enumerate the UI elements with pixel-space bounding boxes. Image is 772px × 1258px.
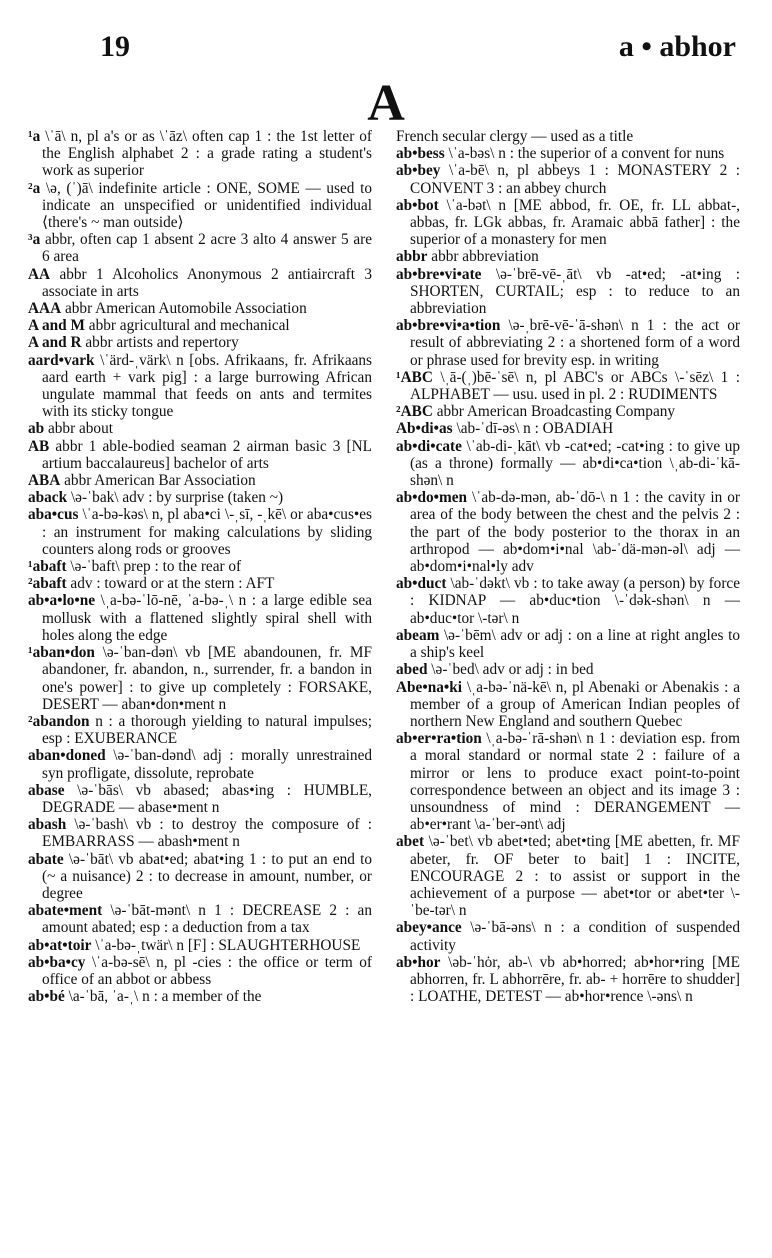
entry-definition: \ˈab-di-ˌkāt\ vb -cat•ed; -cat•ing : to give up (as a throne) formally — ab•di•ca•tion \ˌab-di-ˈkā-shən\ n (410, 437, 741, 490)
entry-headword: ab•er•ra•tion (396, 730, 482, 748)
dictionary-entry (396, 954, 740, 1006)
dictionary-entry (28, 592, 372, 644)
entry-definition: \ab-ˈdəkt\ vb : to take away (a person) by force : KIDNAP — ab•duc•tion \-ˈdək-shən\ n — ab•duc•tor \-tər\ n (410, 575, 740, 627)
dictionary-entry (28, 713, 372, 747)
dictionary-entry (396, 420, 740, 437)
entry-headword: Ab•di•as (396, 420, 453, 438)
entry-definition: \ə-ˈbed\ adv or adj : in bed (431, 661, 594, 679)
entry-definition: \ˈab-də-mən, ab-ˈdō-\ n 1 : the cavity in or area of the body between the chest and the pelvis 2 : the part of the body posterior to the thorax in an arthropod — ab•dom•i•nal \ab-ˈdä-mən-əl\ adj — ab•dom•i•nal•ly adv (410, 489, 740, 576)
entry-definition: \ˈa-bət\ n [ME abbod, fr. OE, fr. LL abbat-, abbas, fr. LGk abbas, fr. Aramaic abbā father] : the superior of a monastery for men (410, 196, 740, 249)
dictionary-entry (28, 266, 372, 300)
right-column (396, 128, 740, 1005)
entry-headword: ³a (28, 231, 41, 249)
entry-definition: \ˌa-bə-ˈnä-kē\ n, pl Abenaki or Abenakis : a member of a group of American Indian peoples of northern New England and southern Quebec (410, 678, 741, 730)
dictionary-entry (28, 558, 372, 575)
entry-headword: ab•do•men (396, 489, 468, 507)
dictionary-entry (396, 575, 740, 627)
left-column (28, 128, 372, 1005)
entry-headword: abey•ance (396, 919, 462, 937)
entry-definition: \ˈa-bē\ n, pl abbeys 1 : MONASTERY 2 : CONVENT 3 : an abbey church (410, 162, 740, 197)
dictionary-entry (28, 420, 372, 437)
dictionary-entry (28, 506, 372, 558)
entry-headword: ABA (28, 472, 61, 490)
entry-headword: aard•vark (28, 351, 95, 369)
entry-definition: abbr, often cap 1 absent 2 acre 3 alto 4 answer 5 are 6 area (42, 231, 373, 266)
entry-headword: ²abandon (28, 712, 90, 730)
dictionary-entry (396, 128, 740, 145)
entry-headword: abash (28, 816, 67, 834)
dictionary-entry (28, 352, 372, 421)
entry-headword: ²abaft (28, 575, 67, 593)
entry-definition: \ˈärd-ˌvärk\ n [obs. Afrikaans, fr. Afrikaans aard earth + vark pig] : a large burrowing African ungulate mammal that feeds on ants and termites with its sticky tongue (42, 351, 372, 421)
entry-definition: \ab-ˈdī-əs\ n : OBADIAH (456, 420, 614, 438)
entry-definition: \ˈā\ n, pl a's or as \ˈāz\ often cap 1 : the 1st letter of the English alphabet 2 : a grade rating a student's work as superior (42, 128, 373, 180)
entry-headword: abate (28, 850, 64, 868)
entry-definition: \ə-ˈbak\ adv : by surprise (taken ~) (70, 489, 284, 507)
dictionary-entry (396, 833, 740, 919)
guide-words: a • abhor (618, 30, 736, 63)
dictionary-entry (28, 180, 372, 232)
entry-headword: ab•bre•vi•a•tion (396, 317, 501, 335)
entry-definition: abbr abbreviation (431, 248, 539, 266)
entry-headword: ¹a (28, 128, 41, 145)
entry-definition: \ə-ˈbāt-mənt\ n 1 : DECREASE 2 : an amount abated; esp : a deduction from a tax (42, 902, 372, 937)
entry-headword: abbr (396, 248, 428, 266)
entry-headword: ab•bé (28, 988, 65, 1006)
dictionary-entry (28, 816, 372, 850)
entry-definition: abbr agricultural and mechanical (88, 317, 290, 335)
dictionary-entry (28, 489, 372, 506)
entry-definition: \ə, (ˈ)ā\ indefinite article : ONE, SOME — used to indicate an unspecified or unidentified individual ⟨there's ~ man outside⟩ (42, 179, 372, 232)
entry-headword: ²a (28, 179, 41, 197)
entry-definition: \ə-ˈbash\ vb : to destroy the composure of : EMBARRASS — abash•ment n (42, 816, 372, 851)
dictionary-entry (28, 954, 372, 988)
entry-headword: ab•bre•vi•ate (396, 265, 482, 283)
entry-definition: adv : toward or at the stern : AFT (70, 575, 275, 593)
entry-definition: abbr artists and repertory (85, 334, 239, 352)
entry-headword: AA (28, 265, 51, 283)
entry-definition: French secular clergy — used as a title (396, 128, 634, 145)
entry-headword: ab•bey (396, 162, 441, 180)
dictionary-entry (28, 472, 372, 489)
dictionary-entry (28, 438, 372, 472)
entry-definition: \ˈa-bə-sē\ n, pl -cies : the office or term of office of an abbot or abbess (42, 953, 372, 988)
entry-definition: \ə-ˈban-dənd\ adj : morally unrestrained syn profligate, dissolute, reprobate (42, 747, 373, 782)
entry-headword: A and R (28, 334, 82, 352)
entry-definition: \ə-ˈbet\ vb abet•ted; abet•ting [ME abetten, fr. MF abeter, fr. OF beter to bait] 1 : INCITE, ENCOURAGE 2 : to assist or support in the achievement of a purpose — abet•tor or abet•ter \-ˈbe-tər\ n (410, 833, 740, 920)
dictionary-entry (396, 145, 740, 162)
entry-definition: \ə-ˈbāt\ vb abat•ed; abat•ing 1 : to put an end to (~ a nuisance) 2 : to decrease in amount, number, or degree (42, 850, 372, 902)
dictionary-entry (396, 489, 740, 575)
entry-headword: ab•ba•cy (28, 953, 86, 971)
dictionary-entry (396, 627, 740, 661)
section-letter: A (367, 75, 405, 132)
dictionary-entry (28, 937, 372, 954)
page-number: 19 (100, 30, 130, 63)
entry-definition: \ə-ˈbrē-vē-ˌāt\ vb -at•ed; -at•ing : SHORTEN, CURTAIL; esp : to reduce to an abbreviation (410, 265, 740, 318)
entry-headword: AB (28, 437, 50, 455)
entry-headword: ab•at•toir (28, 936, 92, 954)
entry-definition: \əb-ˈhȯr, ab-\ vb ab•horred; ab•hor•ring [ME abhorren, fr. L abhorrēre, fr. ab- + horrēre to shudder] : LOATHE, DETEST — ab•hor•rence \-əns\ n (410, 953, 740, 1006)
entry-definition: abbr American Automobile Association (64, 300, 307, 318)
entry-headword: abet (396, 833, 425, 851)
dictionary-entry (396, 438, 740, 490)
entry-definition: n : a thorough yielding to natural impulses; esp : EXUBERANCE (42, 712, 372, 748)
dictionary-entry (396, 369, 740, 403)
dictionary-entry (28, 988, 372, 1005)
dictionary-entry (396, 730, 740, 833)
entry-definition: \ˌa-bə-ˈrā-shən\ n 1 : deviation esp. from a moral standard or normal state 2 : failure of a mirror or lens to produce exact point-to-point correspondence between an object and its image 3 : unsoundness of mind : DERANGEMENT — ab•er•rant \a-ˈber-ənt\ adj (410, 730, 740, 834)
entry-definition: \ˌa-bə-ˈlō-nē, ˈa-bə-ˌ\ n : a large edible sea mollusk with a flattened slightly spiral shell with holes along the edge (42, 592, 373, 644)
entry-headword: ab•di•cate (396, 437, 462, 455)
dictionary-entry (28, 782, 372, 816)
entry-definition: \ə-ˈbaft\ prep : to the rear of (70, 558, 242, 576)
dictionary-entry (396, 248, 740, 265)
entry-headword: ¹abaft (28, 558, 67, 576)
dictionary-entry (28, 644, 372, 713)
entry-definition: abbr American Bar Association (64, 472, 256, 490)
entry-headword: A and M (28, 317, 85, 335)
dictionary-entry (28, 231, 372, 265)
entry-headword: abeam (396, 626, 440, 644)
entry-headword: ab•duct (396, 575, 447, 593)
dictionary-entry (396, 661, 740, 678)
dictionary-entry (396, 317, 740, 369)
dictionary-entry (396, 266, 740, 318)
entry-headword: abate•ment (28, 902, 103, 920)
entry-definition: \a-ˈbā, ˈa-ˌ\ n : a member of the (68, 988, 262, 1006)
dictionary-entry (28, 334, 372, 351)
entry-headword: ab•bess (396, 145, 445, 163)
entry-definition: \ˈa-bə-kəs\ n, pl aba•ci \-ˌsī, -ˌkē\ or aba•cus•es : an instrument for making calculations by sliding counters along rods or grooves (42, 506, 372, 558)
dictionary-entry (396, 162, 740, 196)
dictionary-entry (28, 575, 372, 592)
entry-definition: \ə-ˈbā-əns\ n : a condition of suspended activity (410, 919, 740, 954)
entry-definition: \ˈa-bəs\ n : the superior of a convent for nuns (448, 145, 725, 163)
entry-definition: abbr 1 Alcoholics Anonymous 2 antiaircraft 3 associate in arts (42, 265, 372, 300)
dictionary-entry (28, 300, 372, 317)
entry-definition: \ə-ˈbēm\ adv or adj : on a line at right angles to a ship's keel (410, 626, 740, 662)
entry-headword: Abe•na•ki (396, 678, 462, 696)
dictionary-entry (396, 403, 740, 420)
entry-definition: \ˌā-(ˌ)bē-ˈsē\ n, pl ABC's or ABCs \-ˈsēz\ 1 : ALPHABET — usu. used in pl. 2 : RUDIMENTS (410, 368, 740, 404)
entry-definition: \ˈa-bə-ˌtwär\ n [F] : SLAUGHTERHOUSE (95, 936, 361, 954)
dictionary-entry (396, 679, 740, 731)
entry-headword: ab (28, 420, 45, 438)
entry-definition: abbr 1 able-bodied seaman 2 airman basic 3 [NL artium baccalaureus] bachelor of arts (42, 437, 372, 472)
entry-headword: abed (396, 661, 428, 679)
entry-definition: abbr American Broadcasting Company (436, 403, 676, 421)
entry-headword: AAA (28, 300, 62, 318)
entry-headword: aba•cus (28, 506, 79, 524)
dictionary-entry (28, 851, 372, 903)
dictionary-entry (396, 197, 740, 249)
entry-headword: ab•hor (396, 953, 441, 971)
entry-headword: ²ABC (396, 403, 433, 421)
dictionary-entry (28, 902, 372, 936)
entry-headword: abase (28, 781, 65, 799)
entry-headword: ¹ABC (396, 368, 433, 386)
entry-headword: aban•doned (28, 747, 106, 765)
entry-headword: ¹aban•don (28, 644, 95, 662)
dictionary-entry (396, 919, 740, 953)
dictionary-entry (28, 128, 372, 180)
entry-definition: abbr about (47, 420, 113, 438)
entry-definition: \ə-ˌbrē-vē-ˈā-shən\ n 1 : the act or result of abbreviating 2 : a shortened form of a word or phrase used for brevity esp. in writing (410, 317, 740, 369)
entry-headword: aback (28, 489, 68, 507)
entry-headword: ab•a•lo•ne (28, 592, 96, 610)
entry-headword: ab•bot (396, 196, 439, 214)
dictionary-entry (28, 747, 372, 781)
dictionary-entry (28, 317, 372, 334)
entry-definition: \ə-ˈbās\ vb abased; abas•ing : HUMBLE, DEGRADE — abase•ment n (42, 781, 373, 816)
entry-definition: \ə-ˈban-dən\ vb [ME abandounen, fr. MF abandoner, fr. abandon, n., surrender, fr. a bandon in one's power] : to give up completely : FORSAKE, DESERT — aban•don•ment n (42, 644, 372, 713)
